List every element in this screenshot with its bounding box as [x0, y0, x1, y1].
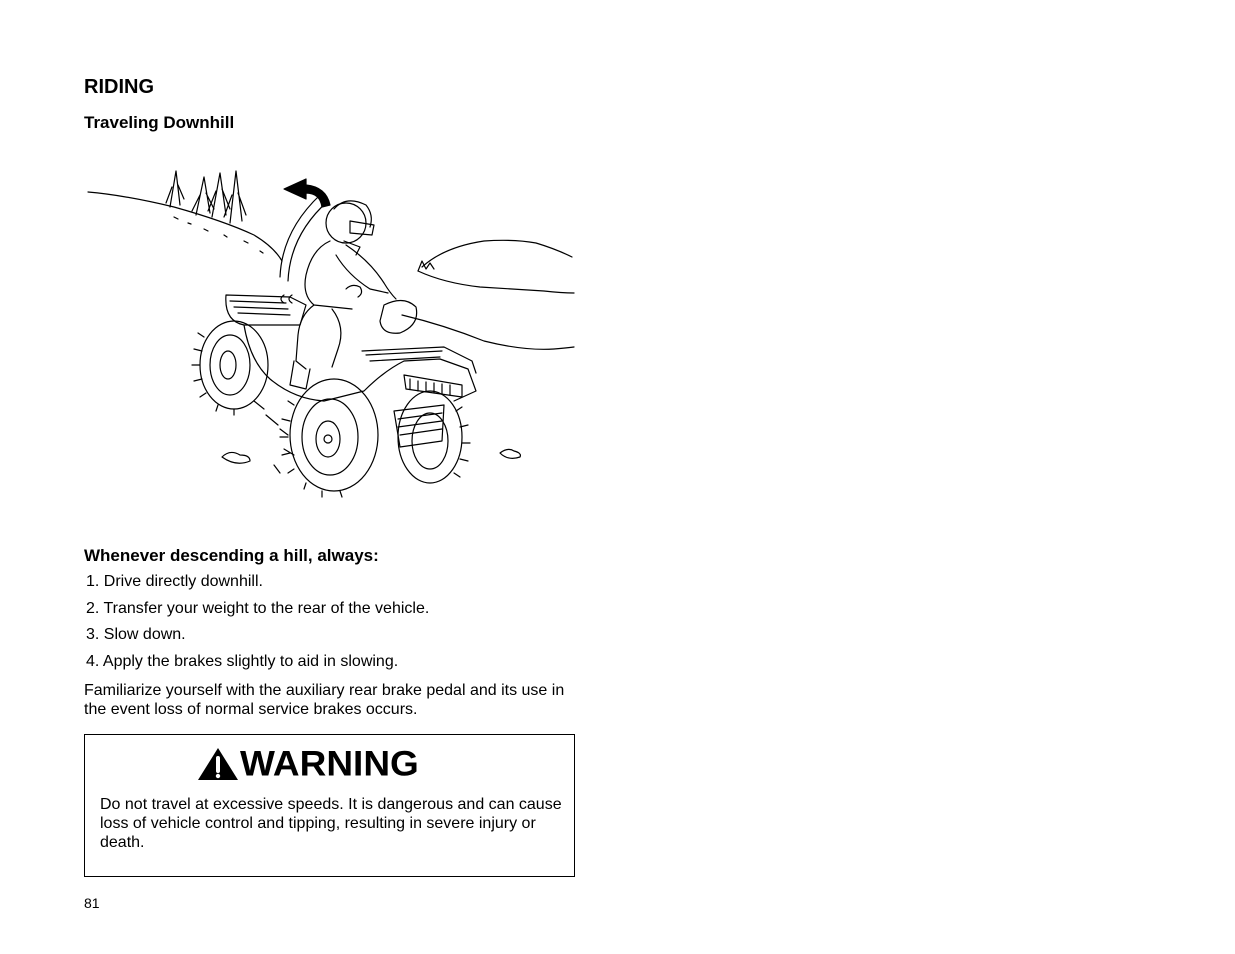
instruction-steps [86, 572, 586, 678]
warning-triangle-icon [197, 747, 239, 781]
step-item: 3. Slow down. [86, 626, 186, 643]
brake-note: Familiarize yourself with the auxiliary rear brake pedal and its use in the event loss of normal service brakes occurs. [84, 682, 565, 718]
step-item: 2. Transfer your weight to the rear of the vehicle. [86, 599, 430, 617]
step-item: 1. Drive directly downhill. [86, 573, 263, 590]
atv-illustration [84, 165, 580, 510]
sub-title: Traveling Downhill [84, 113, 235, 132]
section-title: RIDING [84, 76, 154, 98]
warning-title: WARNING [240, 744, 419, 783]
warning-box [84, 734, 575, 877]
warning-header [197, 745, 419, 783]
instructions-lead: Whenever descending a hill, always: [84, 546, 379, 565]
warning-text: Do not travel at excessive speeds. It is dangerous and can cause loss of vehicle control and tipping, resulting in severe injury or death. [100, 796, 562, 851]
page-number: 81 [84, 895, 100, 911]
step-item: 4. Apply the brakes slightly to aid in slowing. [86, 652, 399, 670]
